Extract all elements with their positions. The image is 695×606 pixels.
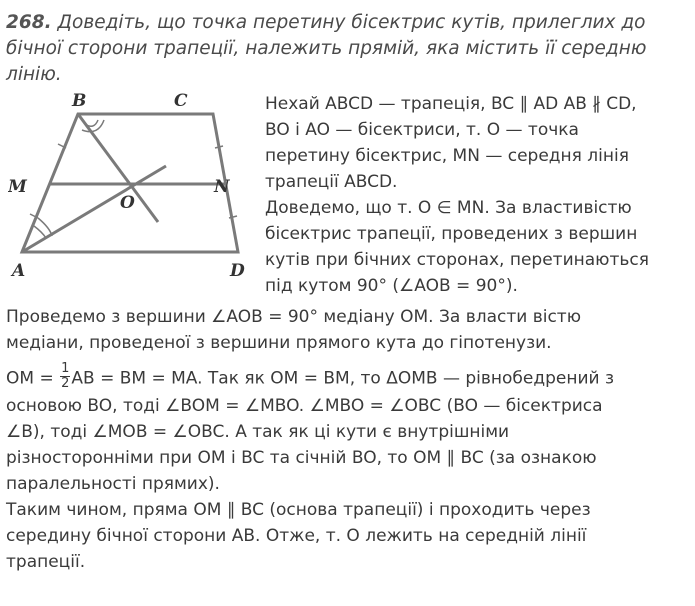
label-b: B — [72, 91, 87, 111]
problem-statement — [6, 10, 686, 88]
text-line: різносторонніми при OM і BC та січній BO, то OM ∥ BC (за ознакою — [6, 448, 597, 468]
text-line: BO і AO — бісектриси, т. O — точка — [265, 120, 579, 140]
text-line: ∠B), тоді ∠MOB = ∠OBC. А так як ці кути є внутрішніми — [6, 422, 510, 442]
problem-number: 268. — [6, 12, 52, 33]
label-a: A — [12, 261, 26, 281]
bisector-ao — [22, 166, 166, 252]
text-line: Нехай ABCD — трапеція, BC ∥ AD AB ∦ CD, — [265, 94, 637, 114]
label-n: N — [214, 177, 230, 197]
text-line: середину бічної сторони AB. Отже, т. O лежить на середній лінії — [6, 526, 587, 546]
text-line: медіани, проведеної з вершини прямого кута до гіпотенузи. — [6, 333, 552, 353]
angle-arc-a-outer — [38, 218, 52, 236]
solution-given — [265, 91, 690, 299]
text-line: перетину бісектрис, MN — середня лінія — [265, 146, 629, 166]
text-line: під кутом 90° (∠AOB = 90°). — [265, 276, 518, 296]
text-line: основою BO, тоді ∠BOM = ∠MBO. ∠MBO = ∠OBC (BO — бісектриса — [6, 396, 603, 416]
text-line: кутів при бічних сторонах, перетинаються — [265, 250, 649, 270]
formula-suffix: AB = BM = MA. Так як OM = BM, то ΔOMB — рівнобедрений з — [71, 368, 615, 389]
text-line: бісектрис трапеції, проведених з вершин — [265, 224, 638, 244]
bisector-bo — [78, 114, 158, 222]
problem-text: Доведіть, що точка перетину бісектрис кутів, прилеглих до бічної сторони трапеції, належить прямій, яка містить її середню лінію. — [6, 12, 647, 85]
fraction-numerator: 1 — [61, 361, 70, 376]
label-c: C — [174, 91, 188, 111]
fraction-denominator: 2 — [61, 376, 70, 391]
text-line: трапеції. — [6, 552, 86, 572]
fraction-one-half — [60, 362, 70, 391]
text-line: Таким чином, пряма OM ∥ BC (основа трапеції) і проходить через — [6, 500, 591, 520]
label-m: M — [8, 177, 27, 197]
label-o: O — [120, 193, 135, 213]
formula-line — [6, 361, 690, 393]
tick-mark-cn — [215, 146, 223, 148]
spacer — [6, 356, 690, 364]
text-line: Проведемо з вершини ∠AOB = 90° медіану OM. За власти вістю — [6, 307, 582, 327]
angle-arc-a-inner — [34, 226, 46, 238]
solution-proof — [6, 304, 690, 575]
text-line: Доведемо, що т. O ∈ MN. За властивістю — [265, 198, 632, 218]
formula-prefix: OM = — [6, 368, 60, 389]
trapezoid-figure — [8, 86, 258, 286]
trapezoid-diagram — [8, 86, 258, 286]
text-line: паралельності прямих). — [6, 474, 220, 494]
text-line: трапеції ABCD. — [265, 172, 398, 192]
angle-arc-b-inner — [85, 120, 98, 126]
label-d: D — [230, 261, 245, 281]
